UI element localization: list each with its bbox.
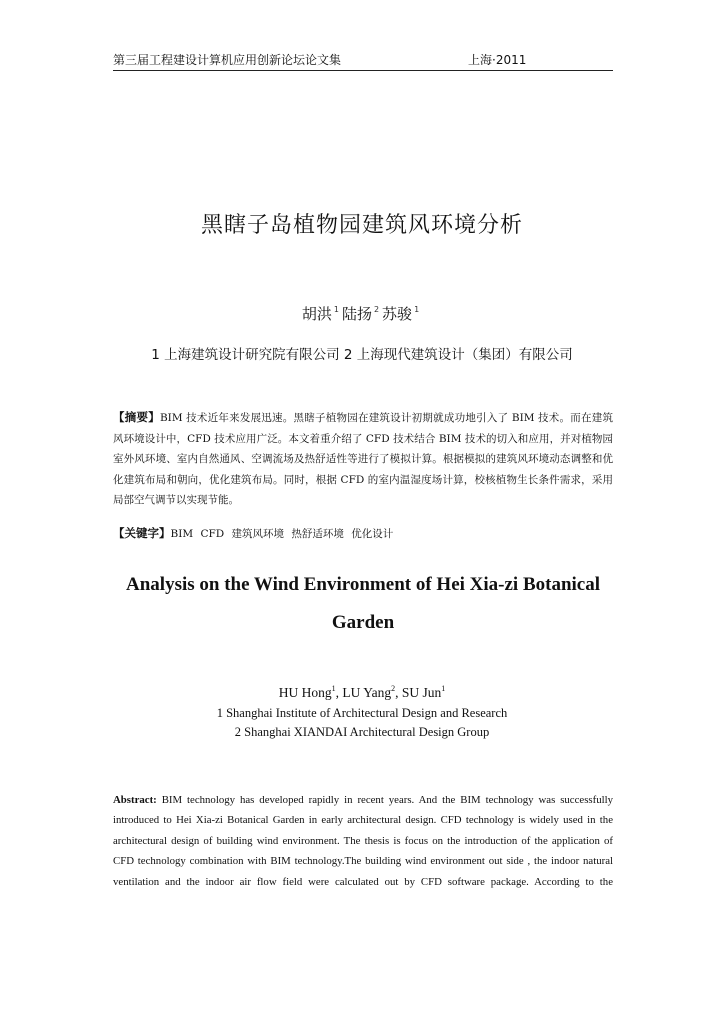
author-name: HU Hong <box>278 685 332 700</box>
chinese-authors <box>0 303 724 324</box>
author-name: SU Jun <box>401 685 442 700</box>
chinese-abstract <box>113 407 613 511</box>
location-year: 上海·2011 <box>468 53 527 67</box>
abstract-text: BIM 技术近年来发展迅速。黑瞎子植物园在建筑设计初期就成功地引入了 BIM 技术。而在建筑风环境设计中，CFD 技术应用广泛。本文着重介绍了 CFD 技术结合 BIM 技术的切入和应用，并对植物园室外风环境、室内自然通风、空调流场及热舒适性等进行了模拟计算。根据模拟的建筑风环境动态调整和优化建筑布局和朝向，优化建筑布局。同时，根据 CFD 的室内温湿度场计算，校核植物生长条件需求，采用局部空气调节以实现节能。 <box>113 412 613 506</box>
author-mark: 1 <box>414 305 420 314</box>
english-abstract <box>113 790 613 892</box>
english-title-line: Analysis on the Wind Environment of Hei Xia-zi Botanical <box>126 574 600 595</box>
author-mark: 1 <box>331 684 336 693</box>
english-affiliation-2: 2 Shanghai XIANDAI Architectural Design Group <box>234 725 490 739</box>
chinese-title: 黑瞎子岛植物园建筑风环境分析 <box>200 213 523 238</box>
author-separator: , <box>395 685 402 700</box>
chinese-affiliations: 1 上海建筑设计研究院有限公司 2 上海现代建筑设计（集团）有限公司 <box>151 347 573 363</box>
author-mark: 2 <box>373 305 380 314</box>
chinese-keywords <box>113 523 613 544</box>
english-title-line: Garden <box>331 612 395 633</box>
journal-name: 第三届工程建设计算机应用创新论坛论文集 <box>113 53 342 67</box>
abstract-text: BIM technology has developed rapidly in recent years. And the BIM technology was successfully introduced to Hei Xia-zi Botanical Garden in early architectural design. CFD technology is widely used in the architectural design of building wind environment. The thesis is focus on the introduction of the application of CFD technology combination with BIM technology.The building wind environment out side , the indoor natural ventilation and the indoor air flow field were calculated out by CFD software package. According to the <box>113 794 613 888</box>
keywords-text: BIM CFD 建筑风环境 热舒适环境 优化设计 <box>170 528 394 540</box>
english-title <box>113 566 613 642</box>
abstract-label: 【摘要】 <box>113 410 160 424</box>
author-name: 苏骏 <box>382 305 413 323</box>
author-separator: , <box>335 685 343 700</box>
author-name: 胡洪 <box>301 305 332 323</box>
author-mark: 1 <box>333 305 339 314</box>
author-mark: 2 <box>391 684 396 693</box>
english-affiliation-1: 1 Shanghai Institute of Architectural Design and Research <box>216 706 508 720</box>
author-name: 陆扬 <box>341 305 372 323</box>
keywords-label: 【关键字】 <box>113 526 171 540</box>
author-name: LU Yang <box>342 685 392 700</box>
author-mark: 1 <box>441 684 446 693</box>
running-header <box>113 50 613 71</box>
abstract-label: Abstract: <box>113 794 157 806</box>
english-authors <box>0 684 724 701</box>
